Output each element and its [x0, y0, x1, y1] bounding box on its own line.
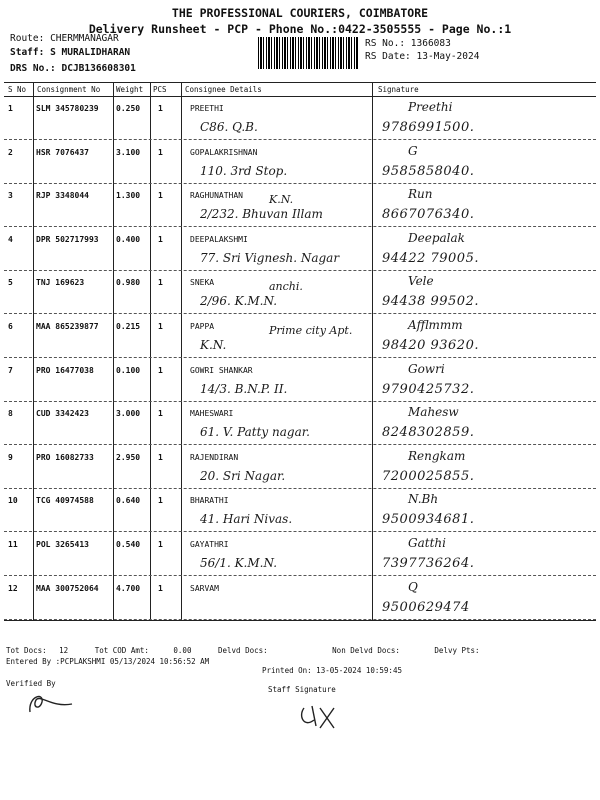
rs-no-line: [365, 38, 451, 49]
row-pcs: 1: [158, 191, 163, 200]
table-top-rule: [4, 82, 596, 83]
row-consignee-name: PAPPA: [190, 322, 215, 331]
row-weight: 4.700: [116, 584, 141, 593]
row-pcs: 1: [158, 278, 163, 287]
row-phone: 7397736264.: [382, 556, 475, 571]
route-line: [10, 33, 119, 44]
row-sno: 2: [8, 148, 13, 157]
printed-on: Printed On: 13-05-2024 10:59:45: [262, 666, 402, 675]
row-sno: 5: [8, 278, 13, 287]
tot-cod-value: 0.00: [173, 646, 192, 655]
tot-cod-label: Tot COD Amt:: [94, 646, 149, 655]
row-signature: Afflmmm: [408, 318, 463, 332]
staff-signature-icon: [294, 698, 344, 734]
col-sno: S No: [8, 85, 27, 94]
table-header-rule: [4, 96, 596, 97]
row-signature: Q: [408, 580, 418, 594]
table-row: [4, 98, 596, 140]
row-consignment: MAA 300752064: [36, 584, 99, 593]
row-phone: 9500934681.: [382, 512, 475, 527]
row-consignee-name: GAYATHRI: [190, 540, 229, 549]
rs-date-line: [365, 51, 479, 62]
staff-line: [10, 47, 130, 58]
row-pcs: 1: [158, 453, 163, 462]
row-consignee-name: BHARATHI: [190, 496, 229, 505]
row-consignee-name: MAHESWARI: [190, 409, 234, 418]
row-address-extra: K.N.: [269, 193, 294, 206]
row-weight: 3.100: [116, 148, 141, 157]
row-signature: Vele: [408, 274, 434, 288]
table-row: [4, 316, 596, 358]
table-row: [4, 490, 596, 532]
row-signature: Gatthi: [408, 536, 446, 550]
delvy-pts-label: Delvy Pts:: [434, 646, 480, 655]
table-row: [4, 142, 596, 184]
totals-line: [6, 646, 480, 655]
row-consignment: TCG 40974588: [36, 496, 94, 505]
staff-label: Staff:: [10, 47, 45, 58]
barcode: [258, 37, 358, 69]
row-consignee-name: DEEPALAKSHMI: [190, 235, 248, 244]
col-consignee: Consignee Details: [185, 85, 262, 94]
table-row: [4, 403, 596, 445]
row-consignee-name: RAGHUNATHAN: [190, 191, 243, 200]
rs-no-label: RS No.:: [365, 38, 406, 49]
row-address: 41. Hari Nivas.: [200, 512, 293, 526]
route-value: CHERMMANAGAR: [50, 33, 119, 44]
row-weight: 1.300: [116, 191, 141, 200]
row-address-extra: anchi.: [269, 280, 303, 293]
row-address: 20. Sri Nagar.: [200, 469, 286, 483]
row-signature: Rengkam: [408, 449, 466, 463]
row-sno: 7: [8, 366, 13, 375]
row-weight: 0.215: [116, 322, 141, 331]
row-sno: 10: [8, 496, 18, 505]
col-consignment: Consignment No: [37, 85, 101, 94]
row-phone: 8667076340.: [382, 207, 475, 222]
row-signature: G: [408, 144, 418, 158]
drs-line: [10, 63, 136, 74]
tot-docs-value: 12: [59, 646, 69, 655]
row-address-extra: Prime city Apt.: [269, 324, 353, 337]
row-phone: 94422 79005.: [382, 251, 479, 266]
row-phone: 94438 99502.: [382, 294, 479, 309]
row-weight: 0.400: [116, 235, 141, 244]
row-address: 2/96. K.M.N.: [200, 294, 278, 308]
row-consignment: PRO 16082733: [36, 453, 94, 462]
row-pcs: 1: [158, 366, 163, 375]
row-consignment: PRO 16477038: [36, 366, 94, 375]
table-row: [4, 578, 596, 620]
row-address: 110. 3rd Stop.: [200, 164, 288, 178]
table-row: [4, 229, 596, 271]
row-weight: 0.250: [116, 104, 141, 113]
row-weight: 3.000: [116, 409, 141, 418]
row-weight: 0.980: [116, 278, 141, 287]
table-row: [4, 447, 596, 489]
row-address: K.N.: [200, 338, 227, 352]
row-consignee-name: GOPALAKRISHNAN: [190, 148, 258, 157]
row-signature: Mahesw: [408, 405, 459, 419]
row-sno: 3: [8, 191, 13, 200]
row-consignee-name: SARVAM: [190, 584, 219, 593]
row-consignee-name: PREETHI: [190, 104, 224, 113]
row-sno: 12: [8, 584, 18, 593]
row-pcs: 1: [158, 409, 163, 418]
row-divider: [4, 575, 596, 576]
row-divider: [4, 313, 596, 314]
row-signature: Gowri: [408, 362, 445, 376]
col-signature: Signature: [378, 85, 419, 94]
row-phone: 9786991500.: [382, 120, 475, 135]
rs-date-value: 13-May-2024: [416, 51, 480, 62]
tot-docs-label: Tot Docs:: [6, 646, 47, 655]
row-address: 2/232. Bhuvan Illam: [200, 207, 323, 221]
runsheet-subtitle: Delivery Runsheet - PCP - Phone No.:0422-3505555 - Page No.:1: [88, 22, 512, 36]
row-weight: 0.640: [116, 496, 141, 505]
table-row: [4, 360, 596, 402]
row-signature: N.Bh: [408, 492, 439, 506]
row-consignment: DPR 502717993: [36, 235, 99, 244]
row-pcs: 1: [158, 104, 163, 113]
row-divider: [4, 270, 596, 271]
drs-label: DRS No.:: [10, 63, 56, 74]
route-label: Route:: [10, 33, 45, 44]
table-row: [4, 272, 596, 314]
row-consignment: SLM 345780239: [36, 104, 99, 113]
drs-value: DCJB136608301: [61, 63, 136, 74]
row-divider: [4, 444, 596, 445]
row-phone: 7200025855.: [382, 469, 475, 484]
row-phone: 9790425732.: [382, 382, 475, 397]
row-address: 77. Sri Vignesh. Nagar: [200, 251, 340, 265]
row-phone: 9585858040.: [382, 164, 475, 179]
row-pcs: 1: [158, 322, 163, 331]
row-sno: 4: [8, 235, 13, 244]
row-divider: [4, 531, 596, 532]
row-consignee-name: RAJENDIRAN: [190, 453, 239, 462]
row-phone: 8248302859.: [382, 425, 475, 440]
row-sno: 6: [8, 322, 13, 331]
row-weight: 0.540: [116, 540, 141, 549]
row-divider: [4, 183, 596, 184]
row-signature: Deepalak: [408, 231, 465, 245]
table-bottom-rule: [4, 620, 596, 621]
row-pcs: 1: [158, 496, 163, 505]
row-address: 56/1. K.M.N.: [200, 556, 278, 570]
rs-date-label: RS Date:: [365, 51, 411, 62]
row-address: 61. V. Patty nagar.: [200, 425, 310, 439]
row-consignee-name: SNEKA: [190, 278, 215, 287]
row-phone: 9500629474: [382, 600, 470, 615]
staff-value: S MURALIDHARAN: [50, 47, 131, 58]
row-consignment: POL 3265413: [36, 540, 89, 549]
verified-by: Verified By: [6, 679, 56, 688]
row-sno: 1: [8, 104, 13, 113]
row-divider: [4, 357, 596, 358]
delvd-label: Delvd Docs:: [217, 646, 268, 655]
row-consignment: CUD 3342423: [36, 409, 89, 418]
row-divider: [4, 401, 596, 402]
row-pcs: 1: [158, 540, 163, 549]
row-divider: [4, 488, 596, 489]
row-consignment: HSR 7076437: [36, 148, 89, 157]
col-weight: Weight: [116, 85, 144, 94]
row-pcs: 1: [158, 235, 163, 244]
row-address: C86. Q.B.: [200, 120, 258, 134]
table-row: [4, 534, 596, 576]
row-consignment: RJP 3348044: [36, 191, 89, 200]
row-consignee-name: GOWRI SHANKAR: [190, 366, 253, 375]
row-weight: 0.100: [116, 366, 141, 375]
row-address: 14/3. B.N.P. II.: [200, 382, 288, 396]
row-divider: [4, 139, 596, 140]
row-sno: 9: [8, 453, 13, 462]
row-sno: 8: [8, 409, 13, 418]
row-phone: 98420 93620.: [382, 338, 479, 353]
company-title: THE PROFESSIONAL COURIERS, COIMBATORE: [171, 6, 429, 20]
table-row: [4, 185, 596, 227]
row-pcs: 1: [158, 584, 163, 593]
row-consignment: MAA 865239877: [36, 322, 99, 331]
row-consignment: TNJ 169623: [36, 278, 85, 287]
rs-no-value: 1366083: [410, 38, 451, 49]
row-weight: 2.950: [116, 453, 141, 462]
row-signature: Run: [408, 187, 433, 201]
non-delvd-label: Non Delvd Docs:: [332, 646, 400, 655]
col-pcs: PCS: [153, 85, 167, 94]
verifier-signature-icon: [22, 688, 82, 718]
row-pcs: 1: [158, 148, 163, 157]
entered-by: Entered By :PCPLAKSHMI 05/13/2024 10:56:52 AM: [6, 657, 210, 666]
row-divider: [4, 226, 596, 227]
row-sno: 11: [8, 540, 18, 549]
row-signature: Preethi: [408, 100, 453, 114]
staff-signature-label: Staff Signature: [268, 685, 336, 694]
